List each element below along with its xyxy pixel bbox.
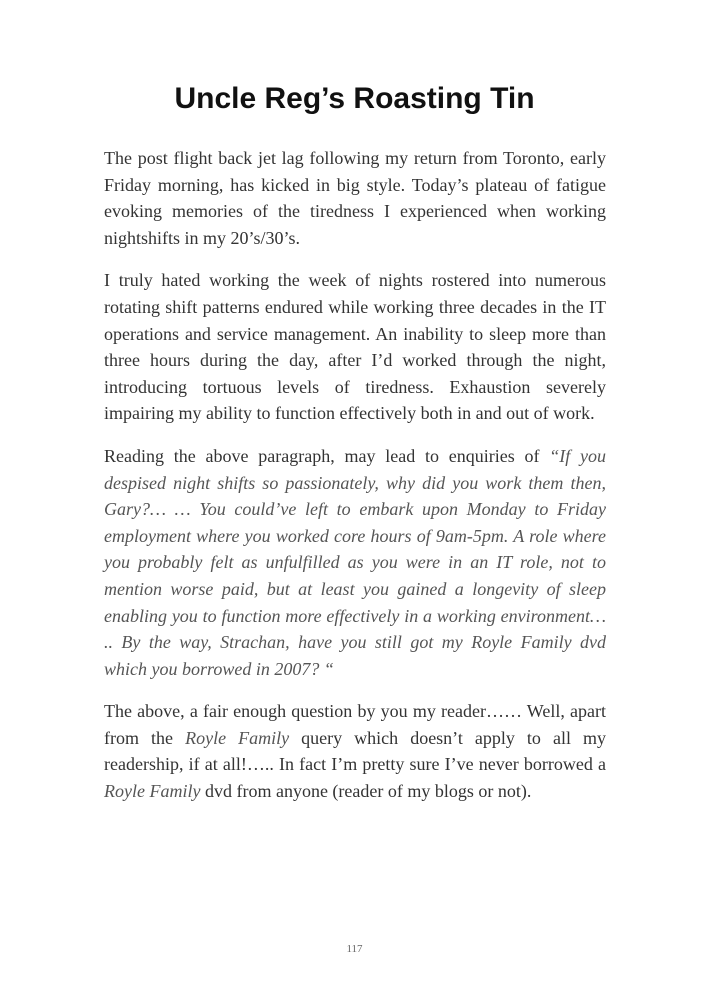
paragraph-4-title-2: Royle Family [104,781,201,802]
paragraph-4-text-3: dvd from anyone (reader of my blogs or not). [200,781,532,802]
paragraph-3-text: Reading the above paragraph, may lead to enquiries of [104,445,550,466]
paragraph-4-title-1: Royle Family [185,727,290,748]
paragraph-3 [104,443,606,682]
page-title: Uncle Reg’s Roasting Tin [174,82,535,115]
page-number: 117 [346,943,363,955]
document-body [104,145,606,821]
paragraph-4 [104,698,606,804]
paragraph-2: I truly hated working the week of nights rostered into numerous rotating shift patterns endured while working three decades in the IT operations and service management. An inability to sleep more than three hours during the day, after I’d worked through the night, introducing tortuous levels of tiredness. Exhaustion severely impairing my ability to function effectively both in and out of work. [104,270,606,424]
paragraph-1: The post flight back jet lag following my return from Toronto, early Friday morning, has kicked in big style. Today’s plateau of fatigue evoking memories of the tiredness I experienced when working nightshifts in my 20’s/30’s. [104,148,606,248]
paragraph-3-quote: “If you despised night shifts so passionately, why did you work them then, Gary?… … You could’ve left to embark upon Monday to Friday employment where you worked core hours of 9am-5pm. A role where you probably felt as unfulfilled as you were in an IT role, not to mention worse paid, but at least you gained a longevity of sleep enabling you to function more effectively in a working environment… .. By the way, Strachan, have you still got my Royle Family dvd which you borrowed in 2007? “ [104,445,606,679]
paragraph-4-text-1: The above, a fair enough question by you my reader…… Well, apart from the [104,701,606,748]
paragraph-4-text-2: query which doesn’t apply to all my readership, if at all!….. In fact I’m pretty sure I’ve never borrowed a [104,727,607,775]
